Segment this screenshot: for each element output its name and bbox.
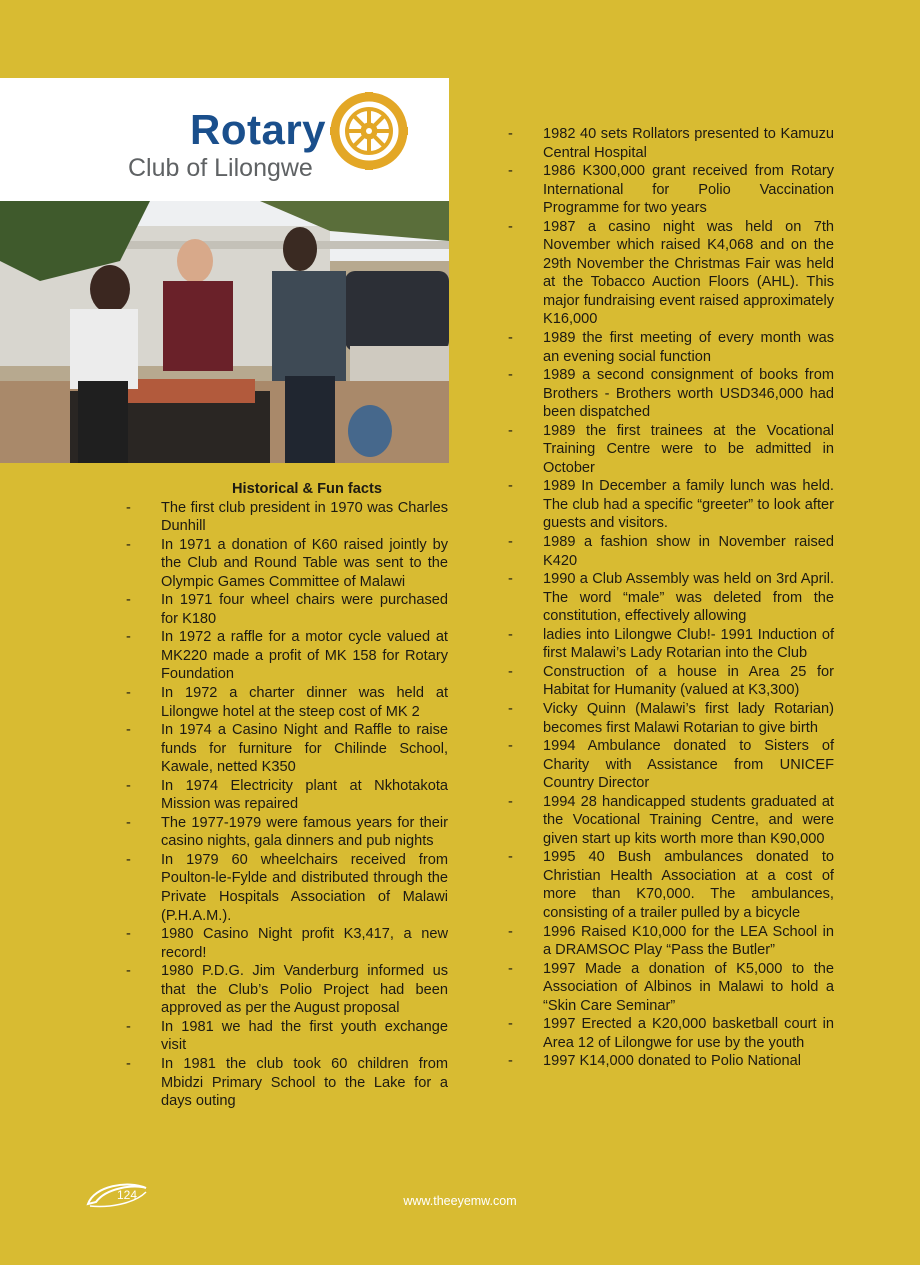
list-item: - In 1972 a raffle for a motor cycle valued at MK220 made a profit of MK 158 for Rotary Foundation	[126, 629, 448, 683]
facts-list-left	[126, 499, 448, 1111]
list-item: - In 1981 the club took 60 children from Mbidzi Primary School to the Lake for a days outing	[126, 1055, 448, 1110]
list-item: - 1989 the first trainees at the Vocational Training Centre were to be admitted in October	[508, 422, 834, 476]
rotary-logo-panel	[0, 78, 449, 201]
list-item: - 1994 Ambulance donated to Sisters of Charity with Assistance from UNICEF Country Director	[508, 738, 834, 792]
list-item: - ladies into Lilongwe Club!- 1991 Induction of first Malawi’s Lady Rotarian into the Club	[508, 626, 834, 662]
list-item: - 1982 40 sets Rollators presented to Kamuzu Central Hospital	[508, 126, 834, 161]
rotary-wheel-icon	[328, 90, 410, 172]
club-members-barbecue-photo	[0, 201, 449, 463]
list-item: - 1997 K14,000 donated to Polio National	[508, 1053, 802, 1070]
list-item: - 1996 Raised K10,000 for the LEA School in a DRAMSOC Play “Pass the Butler”	[508, 923, 834, 959]
facts-left-column	[126, 480, 448, 1111]
list-item: - The first club president in 1970 was Charles Dunhill	[126, 499, 448, 535]
list-item: - In 1979 60 wheelchairs received from Poulton-le-Fylde and distributed through the Private Hospitals Association of Malawi (P.H.A.M.).	[126, 851, 448, 924]
list-item: - In 1974 Electricity plant at Nkhotakota Mission was repaired	[126, 777, 448, 813]
list-item: - 1989 a second consignment of books from Brothers - Brothers worth USD346,000 had been dispatched	[508, 367, 834, 421]
rotary-wordmark: Rotary	[190, 106, 327, 153]
list-item: - 1990 a Club Assembly was held on 3rd April. The word “male” was deleted from the constitution, effectively allowing	[508, 571, 834, 625]
list-item: - 1989 the first meeting of every month was an evening social function	[508, 330, 834, 365]
list-item: - 1997 Erected a K20,000 basketball court in Area 12 of Lilongwe for use by the youth	[508, 1016, 834, 1051]
list-item: - 1997 Made a donation of K5,000 to the Association of Albinos in Malawi to hold a “Skin Care Seminar”	[508, 960, 834, 1014]
list-item: - In 1971 four wheel chairs were purchased for K180	[126, 592, 448, 627]
list-item: - The 1977-1979 were famous years for their casino nights, gala dinners and pub nights	[126, 814, 448, 850]
list-item: - 1994 28 handicapped students graduated at the Vocational Training Centre, and were given start up kits worth more than K90,000	[508, 793, 834, 847]
footer-url[interactable]: www.theeyemw.com	[403, 1194, 517, 1208]
list-item: - 1989 In December a family lunch was held. The club had a specific “greeter” to look after guests and visitors.	[508, 478, 834, 532]
list-item: - In 1972 a charter dinner was held at Lilongwe hotel at the steep cost of MK 2	[126, 685, 448, 720]
facts-list-right	[508, 125, 834, 1071]
page-number: 124	[117, 1188, 138, 1202]
list-item: - Vicky Quinn (Malawi’s first lady Rotarian) becomes first Malawi Rotarian to give birth	[508, 700, 834, 736]
section-heading: Historical & Fun facts	[231, 481, 383, 497]
list-item: - 1980 P.D.G. Jim Vanderburg informed us that the Club’s Polio Project had been approved as per the August proposal	[126, 963, 448, 1017]
list-item: - 1986 K300,000 grant received from Rotary International for Polio Vaccination Programme for two years	[508, 163, 834, 217]
list-item: - Construction of a house in Area 25 for Habitat for Humanity (valued at K3,300)	[508, 663, 834, 699]
list-item: - 1995 40 Bush ambulances donated to Christian Health Association at a cost of more than K70,000. The ambulances, consisting of a trailer pulled by a bicycle	[508, 849, 834, 921]
club-name: Club of Lilongwe	[128, 154, 313, 182]
list-item: - 1987 a casino night was held on 7th November which raised K4,068 and on the 29th November the Christmas Fair was held at the Tobacco Auction Floors (AHL). This major fundraising event raised approximately K16,000	[508, 218, 834, 328]
list-item: - 1980 Casino Night profit K3,417, a new record!	[126, 926, 448, 961]
list-item: - In 1971 a donation of K60 raised jointly by the Club and Round Table was sent to the Olympic Games Committee of Malawi	[126, 536, 448, 590]
list-item: - 1989 a fashion show in November raised K420	[508, 534, 834, 569]
list-item: - In 1974 a Casino Night and Raffle to raise funds for furniture for Chilinde School, Kawale, netted K350	[126, 722, 448, 776]
list-item: - In 1981 we had the first youth exchange visit	[126, 1018, 448, 1054]
facts-right-column	[508, 125, 834, 1071]
